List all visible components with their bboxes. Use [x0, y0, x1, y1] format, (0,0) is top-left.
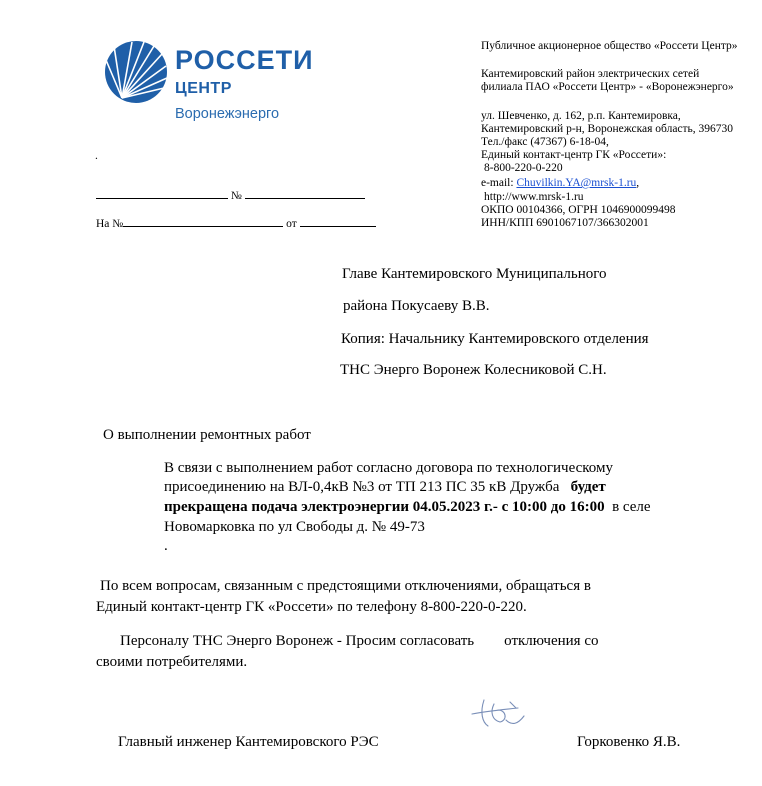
org-email-suffix: , — [636, 177, 640, 189]
org-okpo: ОКПО 00104366, ОГРН 1046900099498 — [481, 204, 676, 216]
reg-number-line — [245, 188, 365, 199]
logo-brand-sub: ЦЕНТР — [175, 80, 232, 97]
p3-line-1b: отключения со — [504, 633, 599, 649]
addressee-line-2: района Покусаеву В.В. — [343, 298, 490, 314]
reg-on-number: На № — [96, 218, 124, 230]
org-company: Публичное акционерное общество «Россети Центр» — [481, 40, 738, 52]
org-email-link[interactable]: Chuvilkin.YA@mrsk-1.ru — [516, 177, 637, 189]
p1-line-3-bold: прекращена подача электроэнергии 04.05.2023 г.- с 10:00 до 16:00 — [164, 499, 605, 515]
handwritten-signature-icon — [470, 692, 530, 732]
reg-from-line — [300, 216, 376, 227]
p1-line-3 — [164, 498, 651, 517]
org-website: http://www.mrsk-1.ru — [484, 191, 584, 203]
org-district-1: Кантемировский район электрических сетей — [481, 68, 700, 80]
p1-line-5: . — [164, 538, 168, 554]
org-inn: ИНН/КПП 6901067107/366302001 — [481, 217, 649, 229]
rosseti-logo-icon — [104, 40, 168, 104]
signature-position: Главный инженер Кантемировского РЭС — [118, 734, 379, 750]
logo-region: Воронежэнерго — [175, 106, 280, 122]
reg-on-number-row — [96, 216, 376, 230]
p3-line-1 — [120, 632, 599, 651]
p2-line-1: По всем вопросам, связанным с предстоящими отключениями, обращаться в — [100, 578, 591, 594]
subject: О выполнении ремонтных работ — [103, 427, 311, 443]
org-email-row — [481, 177, 639, 190]
reg-number-row — [96, 188, 365, 202]
org-contact-phone: 8-800-220-0-220 — [484, 162, 563, 174]
p3-line-2: своими потребителями. — [96, 654, 248, 670]
reg-from: от — [286, 218, 297, 230]
p1-line-4: Новомарковка по ул Свободы д. № 49-73 — [164, 519, 425, 535]
reg-dot: . — [95, 150, 98, 162]
org-address-2: Кантемировский р-н, Воронежская область, 396730 — [481, 123, 734, 135]
org-contact-center: Единый контакт-центр ГК «Россети»: — [481, 149, 667, 161]
signature-name: Горковенко Я.В. — [577, 734, 681, 750]
reg-on-number-line — [123, 216, 283, 227]
p2-line-2: Единый контакт-центр ГК «Россети» по телефону 8-800-220-0-220. — [96, 599, 527, 615]
reg-number-sign: № — [230, 190, 242, 202]
p3-line-1a: Персоналу ТНС Энерго Воронеж - Просим согласовать — [120, 633, 475, 649]
reg-date-line — [96, 188, 228, 199]
org-district-2: филиала ПАО «Россети Центр» - «Воронежэнерго» — [481, 81, 734, 93]
addressee-line-1: Главе Кантемировского Муниципального — [342, 266, 607, 282]
addressee-line-3: Копия: Начальнику Кантемировского отделения — [341, 331, 649, 347]
org-address-1: ул. Шевченко, д. 162, р.п. Кантемировка, — [481, 110, 681, 122]
org-email-label: e-mail: — [481, 177, 514, 189]
logo-brand: РОССЕТИ — [175, 45, 314, 75]
p1-line-2-bold: будет — [570, 479, 606, 495]
p1-line-3-normal: в селе — [612, 499, 651, 515]
addressee-line-4: ТНС Энерго Воронеж Колесниковой С.Н. — [340, 362, 607, 378]
p1-line-2 — [164, 478, 606, 497]
p1-line-1: В связи с выполнением работ согласно договора по технологическому — [164, 460, 613, 476]
p1-line-2-normal: присоединению на ВЛ-0,4кВ №3 от ТП 213 ПС 35 кВ Дружба — [164, 479, 560, 495]
org-phone: Тел./факс (47367) 6-18-04, — [481, 136, 609, 148]
